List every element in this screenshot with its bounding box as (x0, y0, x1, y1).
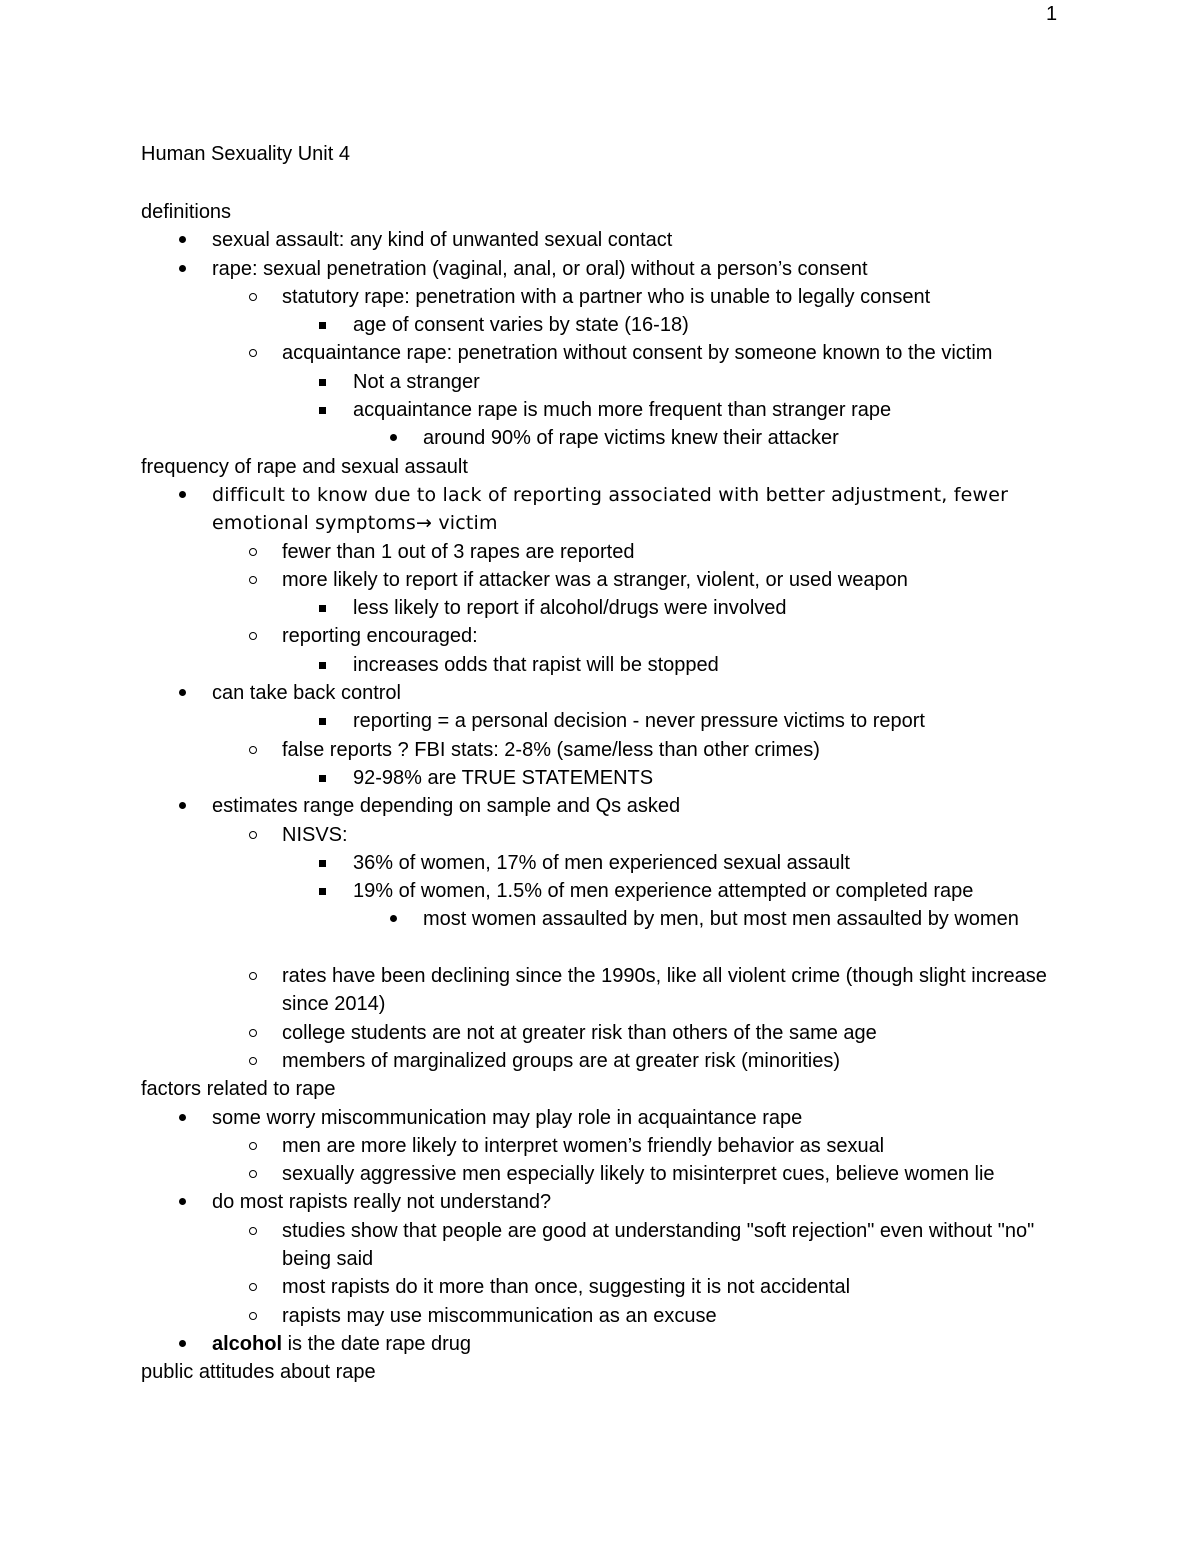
list-item (141, 594, 1061, 622)
list-item (141, 764, 1061, 792)
list-item-text: increases odds that rapist will be stopped (353, 653, 719, 676)
list-item (141, 1302, 1061, 1330)
list-item (141, 1104, 1061, 1132)
list-item (141, 707, 1061, 735)
list-item (141, 877, 1061, 905)
list-item-text: less likely to report if alcohol/drugs were involved (353, 597, 787, 620)
list-item (141, 651, 1061, 679)
list-item-text: members of marginalized groups are at greater risk (minorities) (282, 1049, 840, 1072)
list-item-text (212, 1330, 1061, 1358)
section-heading (141, 198, 1061, 226)
list-item (141, 1047, 1061, 1075)
document-title: Human Sexuality Unit 4 (141, 143, 350, 165)
list-item (141, 1188, 1061, 1216)
list-item (141, 962, 1061, 1019)
list-item (141, 821, 1061, 849)
notes-outline (141, 198, 1061, 1386)
list-item (141, 849, 1061, 877)
list-item-text-rest: is the date rape drug (282, 1332, 472, 1355)
list-item (141, 679, 1061, 707)
list-item-text: definitions (141, 201, 232, 223)
list-item-text: around 90% of rape victims knew their attacker (423, 427, 839, 450)
list-item-text: most women assaulted by men, but most men assaulted by women (423, 908, 1019, 931)
list-item (141, 255, 1061, 283)
list-item (141, 1160, 1061, 1188)
list-item (141, 622, 1061, 650)
list-item (141, 736, 1061, 764)
list-item-text: studies show that people are good at understanding "soft rejection" even without "no" being said (282, 1219, 1035, 1270)
list-item-text: do most rapists really not understand? (212, 1191, 552, 1214)
page-number: 1 (1046, 3, 1058, 25)
list-item-text: 36% of women, 17% of men experienced sexual assault (353, 851, 850, 874)
list-item-text: age of consent varies by state (16-18) (353, 314, 689, 337)
list-item-text: sexually aggressive men especially likely to misinterpret cues, believe women lie (282, 1163, 995, 1186)
list-item-text: fewer than 1 out of 3 rapes are reported (282, 540, 635, 563)
list-item-text: more likely to report if attacker was a stranger, violent, or used weapon (282, 568, 908, 591)
list-item (141, 368, 1061, 396)
list-item (141, 1132, 1061, 1160)
list-item-text: some worry miscommunication may play role in acquaintance rape (212, 1106, 803, 1129)
list-item (141, 311, 1061, 339)
list-item (141, 1330, 1061, 1358)
list-item (141, 424, 1061, 452)
list-item-text: rapists may use miscommunication as an excuse (282, 1304, 717, 1327)
list-item-text: college students are not at greater risk than others of the same age (282, 1021, 877, 1044)
list-item-text: statutory rape: penetration with a partner who is unable to legally consent (282, 285, 931, 308)
list-item-text: rape: sexual penetration (vaginal, anal, or oral) without a person’s consent (212, 257, 868, 280)
list-item (141, 792, 1061, 820)
list-item-text: acquaintance rape: penetration without consent by someone known to the victim (282, 342, 993, 365)
list-item (141, 1217, 1061, 1274)
list-item (141, 905, 1061, 962)
list-item-text: reporting = a personal decision - never pressure victims to report (353, 710, 925, 733)
list-item-text: can take back control (212, 682, 401, 705)
list-item (141, 1019, 1061, 1047)
section-heading (141, 1075, 1061, 1103)
list-item-text: rates have been declining since the 1990s, like all violent crime (though slight increase since 2014) (282, 965, 1047, 1016)
list-item-text: difficult to know due to lack of reporting associated with better adjustment, fewer emotional symptoms→ victim (212, 483, 1009, 535)
list-item (141, 1273, 1061, 1301)
list-item (141, 538, 1061, 566)
list-item-text: acquaintance rape is much more frequent than stranger rape (353, 399, 892, 422)
list-item-text: frequency of rape and sexual assault (141, 455, 468, 478)
list-item-text: public attitudes about rape (141, 1361, 376, 1384)
list-item-text: NISVS: (282, 823, 348, 846)
list-item-text: most rapists do it more than once, suggesting it is not accidental (282, 1276, 851, 1299)
list-item (141, 226, 1061, 254)
list-item-text: Not a stranger (353, 370, 480, 393)
list-item-text: reporting encouraged: (282, 625, 478, 648)
section-heading (141, 453, 1061, 481)
list-item (141, 481, 1061, 538)
list-item (141, 566, 1061, 594)
bold-term: alcohol (212, 1332, 283, 1355)
list-item (141, 339, 1061, 367)
list-item-text: sexual assault: any kind of unwanted sexual contact (212, 229, 673, 252)
list-item-text: men are more likely to interpret women’s friendly behavior as sexual (282, 1134, 885, 1157)
list-item-text: false reports ? FBI stats: 2-8% (same/less than other crimes) (282, 738, 820, 761)
section-heading (141, 1358, 1061, 1386)
list-item-text: estimates range depending on sample and Qs asked (212, 795, 681, 818)
list-item (141, 283, 1061, 311)
list-item-text: 19% of women, 1.5% of men experience attempted or completed rape (353, 880, 974, 903)
list-item-text: factors related to rape (141, 1078, 336, 1101)
list-item (141, 396, 1061, 424)
list-item-text: 92-98% are TRUE STATEMENTS (353, 766, 654, 789)
